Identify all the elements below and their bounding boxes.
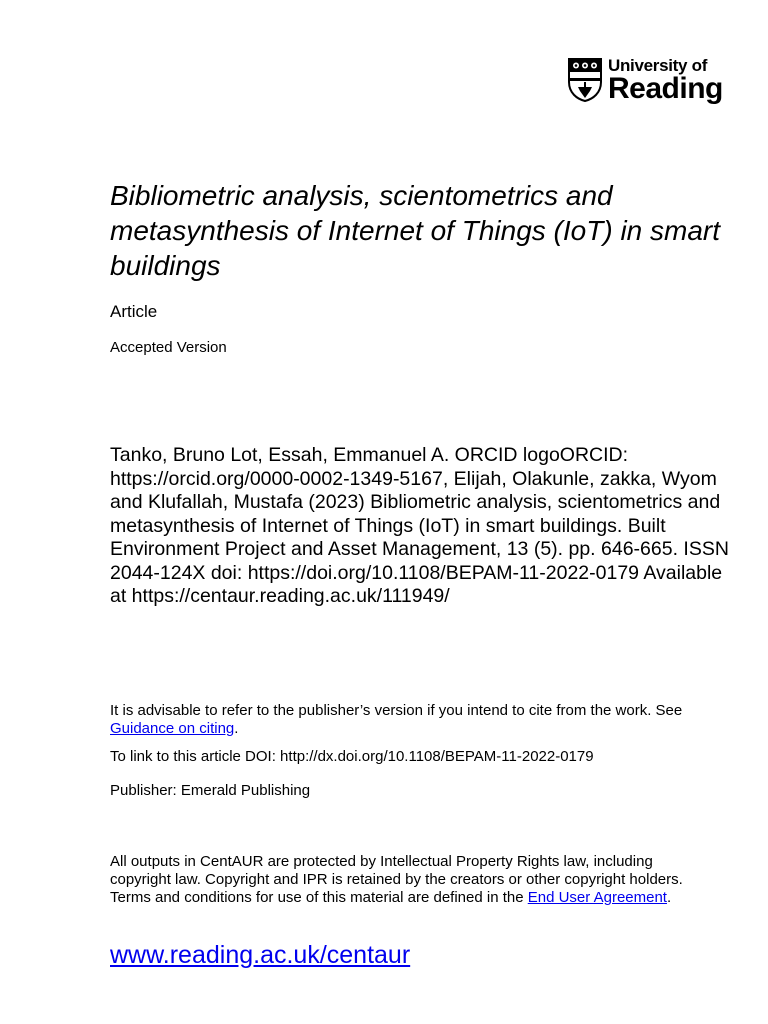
version-label: Accepted Version <box>110 339 227 356</box>
publisher-line: Publisher: Emerald Publishing <box>110 782 311 799</box>
citation-advice-text: It is advisable to refer to the publisher’s version if you intend to cite from the work. See <box>110 702 683 719</box>
citation-advice <box>110 702 710 737</box>
doi-line: To link to this article DOI: http://dx.doi.org/10.1108/BEPAM-11-2022-0179 <box>110 748 594 765</box>
university-logo <box>568 56 728 108</box>
citation-text: Tanko, Bruno Lot, Essah, Emmanuel A. ORCID logoORCID: https://orcid.org/0000-0002-1349-5167, Elijah, Olakunle, zakka, Wyom and Klufallah, Mustafa (2023) Bibliometric analysis, scientometrics and metasynthesis of Internet of Things (IoT) in smart buildings. Built Environment Project and Asset Management, 13 (5). pp. 646-665. ISSN 2044-124X doi: https://doi.org/10.1108/BEPAM-11-2022-0179 Available at https://centaur.reading.ac.uk/111949/ <box>110 444 729 607</box>
item-type: Article <box>110 302 158 321</box>
logo-text-line1: University of <box>608 56 708 75</box>
rights-notice-text: All outputs in CentAUR are protected by Intellectual Property Rights law, including copyright law. Copyright and IPR is retained by the creators or other copyright holders. Terms and conditions for use of this material are defined in the <box>110 853 683 906</box>
logo-text-line2: Reading <box>608 72 723 105</box>
university-crest-icon <box>568 58 602 102</box>
article-title: Bibliometric analysis, scientometrics and metasynthesis of Internet of Things (IoT) in smart buildings <box>110 180 721 281</box>
rights-notice <box>110 853 710 907</box>
end-user-agreement-link[interactable]: End User Agreement <box>527 889 667 906</box>
rights-notice-end: . <box>666 889 672 906</box>
guidance-on-citing-link[interactable]: Guidance on citing <box>110 719 235 737</box>
citation-advice-end: . <box>234 719 239 737</box>
centaur-url-link[interactable]: www.reading.ac.uk/centaur <box>110 941 411 969</box>
